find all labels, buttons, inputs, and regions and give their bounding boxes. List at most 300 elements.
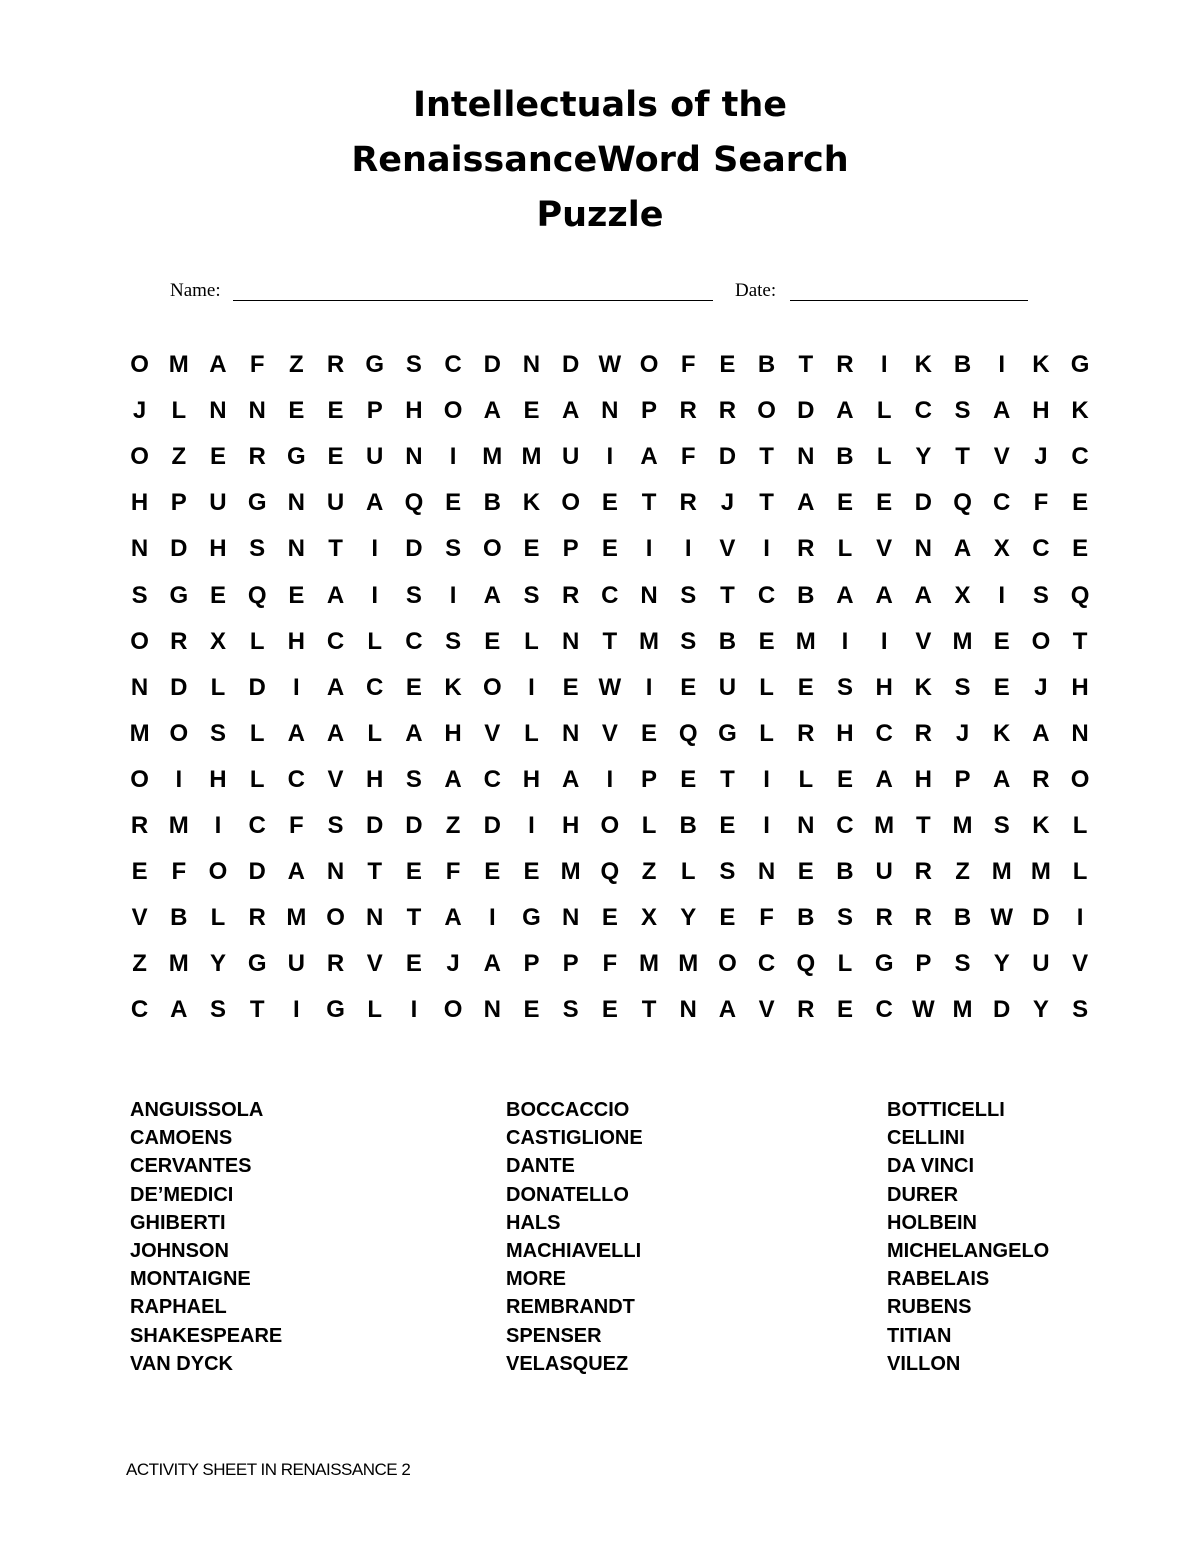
grid-letter[interactable]: S [445, 627, 462, 655]
grid-letter[interactable]: C [287, 765, 306, 793]
grid-letter[interactable]: I [293, 673, 300, 701]
grid-letter[interactable]: N [248, 397, 266, 425]
grid-letter[interactable]: S [131, 581, 148, 609]
grid-letter[interactable]: U [366, 443, 384, 471]
grid-letter[interactable]: L [759, 673, 774, 701]
grid-letter[interactable]: Y [1032, 996, 1049, 1024]
grid-letter[interactable]: G [718, 719, 737, 747]
date-blank[interactable] [790, 280, 1028, 301]
grid-letter[interactable]: E [680, 765, 697, 793]
grid-letter[interactable]: E [327, 397, 344, 425]
grid-letter[interactable]: I [880, 351, 888, 379]
grid-letter[interactable]: E [288, 581, 305, 609]
grid-letter[interactable]: A [640, 443, 658, 471]
grid-letter[interactable]: E [601, 996, 618, 1024]
grid-letter[interactable]: E [1072, 489, 1089, 517]
grid-letter[interactable]: G [522, 904, 541, 932]
grid-letter[interactable]: H [287, 627, 306, 655]
grid-letter[interactable]: Z [641, 858, 657, 886]
grid-letter[interactable]: G [874, 950, 894, 978]
grid-letter[interactable]: C [993, 489, 1011, 517]
grid-letter[interactable]: P [641, 765, 658, 793]
grid-letter[interactable]: C [757, 581, 776, 609]
grid-letter[interactable]: D [405, 535, 423, 563]
grid-letter[interactable]: K [1032, 811, 1050, 839]
grid-letter[interactable]: N [679, 996, 697, 1024]
grid-letter[interactable]: B [797, 581, 815, 609]
grid-letter[interactable]: O [600, 811, 620, 839]
grid-letter[interactable]: R [248, 904, 266, 932]
grid-letter[interactable]: Y [993, 950, 1010, 978]
grid-letter[interactable]: A [797, 489, 815, 517]
grid-letter[interactable]: C [875, 719, 893, 747]
grid-letter[interactable]: E [288, 397, 305, 425]
grid-letter[interactable]: A [561, 765, 580, 793]
grid-letter[interactable]: B [718, 627, 737, 655]
grid-letter[interactable]: A [209, 351, 227, 379]
grid-letter[interactable]: N [287, 489, 306, 517]
grid-letter[interactable]: S [445, 535, 462, 563]
grid-letter[interactable]: I [371, 581, 379, 609]
grid-letter[interactable]: R [875, 904, 893, 932]
grid-letter[interactable]: O [169, 719, 189, 747]
grid-letter[interactable]: E [484, 627, 501, 655]
grid-letter[interactable]: S [209, 996, 226, 1024]
grid-letter[interactable]: E [836, 489, 853, 517]
grid-letter[interactable]: A [875, 765, 893, 793]
grid-letter[interactable]: O [1031, 627, 1051, 655]
grid-letter[interactable]: R [326, 351, 345, 379]
grid-letter[interactable]: D [170, 535, 188, 563]
grid-letter[interactable]: S [836, 904, 853, 932]
grid-letter[interactable]: F [680, 443, 696, 471]
grid-letter[interactable]: A [326, 581, 345, 609]
grid-letter[interactable]: N [914, 535, 933, 563]
grid-letter[interactable]: P [641, 397, 658, 425]
grid-letter[interactable]: H [1071, 673, 1089, 701]
grid-letter[interactable]: E [523, 858, 540, 886]
grid-letter[interactable]: O [443, 996, 463, 1024]
grid-letter[interactable]: B [170, 904, 188, 932]
grid-letter[interactable]: V [876, 535, 893, 563]
grid-letter[interactable]: E [641, 719, 658, 747]
grid-letter[interactable]: Z [289, 351, 304, 379]
grid-letter[interactable]: P [562, 950, 579, 978]
grid-letter[interactable]: L [837, 535, 853, 563]
grid-letter[interactable]: E [484, 858, 501, 886]
grid-letter[interactable]: S [954, 950, 971, 978]
grid-letter[interactable]: W [598, 673, 622, 701]
grid-letter[interactable]: N [1071, 719, 1089, 747]
grid-letter[interactable]: L [249, 627, 265, 655]
grid-letter[interactable]: M [952, 811, 973, 839]
grid-letter[interactable]: I [998, 581, 1006, 609]
grid-letter[interactable]: G [169, 581, 189, 609]
grid-letter[interactable]: V [601, 719, 618, 747]
grid-letter[interactable]: D [914, 489, 933, 517]
grid-letter[interactable]: P [562, 535, 579, 563]
grid-letter[interactable]: V [131, 904, 148, 932]
grid-letter[interactable]: A [170, 996, 188, 1024]
grid-letter[interactable]: O [443, 397, 463, 425]
grid-letter[interactable]: O [482, 673, 502, 701]
grid-letter[interactable]: D [248, 673, 266, 701]
grid-letter[interactable]: T [955, 443, 970, 471]
grid-letter[interactable]: K [914, 351, 933, 379]
grid-letter[interactable]: T [720, 765, 735, 793]
grid-letter[interactable]: M [639, 950, 660, 978]
grid-letter[interactable]: M [129, 719, 150, 747]
grid-letter[interactable]: S [523, 581, 540, 609]
grid-letter[interactable]: C [601, 581, 619, 609]
grid-letter[interactable]: T [759, 443, 774, 471]
grid-letter[interactable]: E [797, 673, 814, 701]
grid-letter[interactable]: T [328, 535, 343, 563]
grid-letter[interactable]: T [1072, 627, 1088, 655]
grid-letter[interactable]: H [405, 397, 423, 425]
grid-letter[interactable]: Z [132, 950, 147, 978]
grid-letter[interactable]: A [483, 950, 501, 978]
grid-letter[interactable]: A [326, 673, 345, 701]
grid-letter[interactable]: N [287, 535, 306, 563]
grid-letter[interactable]: M [286, 904, 307, 932]
grid-letter[interactable]: S [954, 673, 971, 701]
grid-letter[interactable]: I [684, 535, 692, 563]
grid-letter[interactable]: D [170, 673, 188, 701]
grid-letter[interactable]: E [601, 535, 618, 563]
grid-letter[interactable]: E [327, 443, 344, 471]
grid-letter[interactable]: O [1070, 765, 1090, 793]
grid-letter[interactable]: S [249, 535, 266, 563]
grid-letter[interactable]: C [444, 351, 462, 379]
grid-letter[interactable]: N [757, 858, 776, 886]
grid-letter[interactable]: A [875, 581, 893, 609]
grid-letter[interactable]: Y [680, 904, 697, 932]
grid-letter[interactable]: I [214, 811, 222, 839]
grid-letter[interactable]: V [993, 443, 1010, 471]
grid-letter[interactable]: G [326, 996, 345, 1024]
grid-letter[interactable]: E [836, 996, 853, 1024]
grid-letter[interactable]: H [209, 765, 227, 793]
grid-letter[interactable]: S [327, 811, 344, 839]
grid-letter[interactable]: A [287, 858, 306, 886]
grid-letter[interactable]: J [720, 489, 735, 517]
grid-letter[interactable]: H [875, 673, 893, 701]
grid-letter[interactable]: U [561, 443, 580, 471]
grid-letter[interactable]: L [367, 719, 383, 747]
grid-letter[interactable]: N [601, 397, 619, 425]
grid-letter[interactable]: O [718, 950, 737, 978]
grid-letter[interactable]: O [130, 351, 149, 379]
grid-letter[interactable]: Q [796, 950, 816, 978]
grid-letter[interactable]: R [914, 904, 933, 932]
grid-letter[interactable]: S [209, 719, 226, 747]
grid-letter[interactable]: I [880, 627, 888, 655]
grid-letter[interactable]: N [326, 858, 345, 886]
grid-letter[interactable]: M [1030, 858, 1051, 886]
grid-letter[interactable]: F [680, 351, 696, 379]
grid-letter[interactable]: S [719, 858, 736, 886]
grid-letter[interactable]: H [130, 489, 149, 517]
grid-letter[interactable]: M [521, 443, 542, 471]
grid-letter[interactable]: V [758, 996, 775, 1024]
grid-letter[interactable]: L [1072, 811, 1088, 839]
grid-letter[interactable]: E [680, 673, 697, 701]
grid-letter[interactable]: X [993, 535, 1010, 563]
grid-letter[interactable]: L [798, 765, 814, 793]
grid-letter[interactable]: T [641, 489, 657, 517]
grid-letter[interactable]: N [483, 996, 501, 1024]
grid-letter[interactable]: R [248, 443, 266, 471]
grid-letter[interactable]: L [876, 397, 892, 425]
grid-letter[interactable]: J [1034, 673, 1048, 701]
grid-letter[interactable]: E [993, 627, 1010, 655]
grid-letter[interactable]: C [326, 627, 345, 655]
grid-letter[interactable]: D [483, 811, 501, 839]
grid-letter[interactable]: I [410, 996, 418, 1024]
grid-letter[interactable]: R [914, 858, 933, 886]
grid-letter[interactable]: M [168, 811, 189, 839]
grid-letter[interactable]: O [639, 351, 659, 379]
grid-letter[interactable]: E [405, 673, 422, 701]
grid-letter[interactable]: O [757, 397, 776, 425]
grid-letter[interactable]: U [1032, 950, 1050, 978]
grid-letter[interactable]: B [483, 489, 501, 517]
grid-letter[interactable]: A [444, 765, 462, 793]
grid-letter[interactable]: F [445, 858, 461, 886]
grid-letter[interactable]: A [993, 765, 1011, 793]
grid-letter[interactable]: F [759, 904, 774, 932]
grid-letter[interactable]: R [561, 581, 580, 609]
grid-letter[interactable]: C [1071, 443, 1089, 471]
grid-letter[interactable]: D [561, 351, 580, 379]
grid-letter[interactable]: D [797, 397, 815, 425]
grid-letter[interactable]: N [640, 581, 658, 609]
grid-letter[interactable]: I [645, 673, 653, 701]
grid-letter[interactable]: S [405, 351, 422, 379]
grid-letter[interactable]: I [841, 627, 849, 655]
grid-letter[interactable]: H [836, 719, 854, 747]
grid-letter[interactable]: R [797, 719, 815, 747]
grid-letter[interactable]: M [168, 950, 189, 978]
grid-letter[interactable]: V [1072, 950, 1089, 978]
grid-letter[interactable]: T [602, 627, 618, 655]
grid-letter[interactable]: U [287, 950, 306, 978]
grid-letter[interactable]: H [914, 765, 933, 793]
grid-letter[interactable]: S [1072, 996, 1089, 1024]
grid-letter[interactable]: B [679, 811, 697, 839]
grid-letter[interactable]: X [954, 581, 971, 609]
grid-letter[interactable]: L [367, 627, 383, 655]
grid-letter[interactable]: I [528, 811, 535, 839]
grid-letter[interactable]: R [1032, 765, 1050, 793]
grid-letter[interactable]: J [1034, 443, 1048, 471]
grid-letter[interactable]: B [953, 904, 972, 932]
grid-letter[interactable]: P [170, 489, 187, 517]
grid-letter[interactable]: C [405, 627, 423, 655]
grid-letter[interactable]: O [482, 535, 502, 563]
grid-letter[interactable]: B [797, 904, 815, 932]
grid-letter[interactable]: R [797, 996, 815, 1024]
grid-letter[interactable]: K [993, 719, 1011, 747]
grid-letter[interactable]: S [680, 627, 697, 655]
grid-letter[interactable]: W [990, 904, 1014, 932]
grid-letter[interactable]: I [763, 535, 770, 563]
grid-letter[interactable]: A [836, 397, 854, 425]
grid-letter[interactable]: S [993, 811, 1010, 839]
grid-letter[interactable]: M [560, 858, 581, 886]
grid-letter[interactable]: S [405, 581, 422, 609]
grid-letter[interactable]: R [679, 397, 697, 425]
grid-letter[interactable]: N [561, 719, 580, 747]
grid-letter[interactable]: L [680, 858, 696, 886]
grid-letter[interactable]: I [449, 581, 457, 609]
grid-letter[interactable]: A [366, 489, 384, 517]
grid-letter[interactable]: D [366, 811, 384, 839]
grid-letter[interactable]: E [719, 811, 736, 839]
grid-letter[interactable]: L [524, 627, 539, 655]
grid-letter[interactable]: P [915, 950, 932, 978]
grid-letter[interactable]: K [444, 673, 462, 701]
grid-letter[interactable]: A [914, 581, 933, 609]
grid-letter[interactable]: I [763, 811, 770, 839]
grid-letter[interactable]: A [561, 397, 580, 425]
grid-letter[interactable]: W [912, 996, 935, 1024]
grid-letter[interactable]: A [953, 535, 972, 563]
grid-letter[interactable]: V [484, 719, 501, 747]
grid-letter[interactable]: E [719, 904, 736, 932]
grid-letter[interactable]: I [763, 765, 770, 793]
grid-letter[interactable]: W [598, 351, 622, 379]
grid-letter[interactable]: B [757, 351, 776, 379]
grid-letter[interactable]: Q [600, 858, 620, 886]
grid-letter[interactable]: H [366, 765, 384, 793]
grid-letter[interactable]: L [524, 719, 539, 747]
grid-letter[interactable]: D [718, 443, 737, 471]
grid-letter[interactable]: E [523, 397, 540, 425]
grid-letter[interactable]: T [367, 858, 383, 886]
grid-letter[interactable]: T [798, 351, 814, 379]
grid-letter[interactable]: P [366, 397, 383, 425]
grid-letter[interactable]: D [248, 858, 266, 886]
grid-letter[interactable]: M [678, 950, 699, 978]
grid-letter[interactable]: R [170, 627, 188, 655]
grid-letter[interactable]: U [209, 489, 227, 517]
grid-letter[interactable]: A [405, 719, 423, 747]
grid-letter[interactable]: C [875, 996, 893, 1024]
grid-letter[interactable]: Q [953, 489, 972, 517]
grid-letter[interactable]: R [326, 950, 345, 978]
grid-letter[interactable]: Y [915, 443, 932, 471]
grid-letter[interactable]: L [1072, 858, 1088, 886]
grid-letter[interactable]: H [209, 535, 227, 563]
grid-letter[interactable]: N [209, 397, 227, 425]
grid-letter[interactable]: Q [678, 719, 698, 747]
grid-letter[interactable]: A [287, 719, 306, 747]
grid-letter[interactable]: U [875, 858, 893, 886]
grid-letter[interactable]: I [371, 535, 379, 563]
grid-letter[interactable]: K [1032, 351, 1050, 379]
grid-letter[interactable]: R [836, 351, 854, 379]
grid-letter[interactable]: I [449, 443, 457, 471]
grid-letter[interactable]: D [405, 811, 423, 839]
grid-letter[interactable]: B [953, 351, 972, 379]
grid-letter[interactable]: I [998, 351, 1006, 379]
grid-letter[interactable]: O [561, 489, 580, 517]
grid-letter[interactable]: U [326, 489, 345, 517]
grid-letter[interactable]: L [837, 950, 853, 978]
grid-letter[interactable]: Z [445, 811, 461, 839]
grid-letter[interactable]: A [444, 904, 462, 932]
grid-letter[interactable]: L [759, 719, 774, 747]
grid-letter[interactable]: C [757, 950, 776, 978]
grid-letter[interactable]: N [561, 627, 580, 655]
grid-letter[interactable]: E [405, 858, 422, 886]
name-blank[interactable] [233, 280, 713, 301]
grid-letter[interactable]: E [209, 443, 226, 471]
grid-letter[interactable]: G [287, 443, 306, 471]
grid-letter[interactable]: B [836, 443, 854, 471]
grid-letter[interactable]: V [327, 765, 344, 793]
grid-letter[interactable]: J [446, 950, 460, 978]
grid-letter[interactable]: L [249, 719, 265, 747]
grid-letter[interactable]: O [130, 765, 149, 793]
grid-letter[interactable]: E [131, 858, 148, 886]
grid-letter[interactable]: E [836, 765, 853, 793]
grid-letter[interactable]: R [718, 397, 737, 425]
grid-letter[interactable]: N [405, 443, 423, 471]
grid-letter[interactable]: C [483, 765, 501, 793]
grid-letter[interactable]: F [602, 950, 618, 978]
grid-letter[interactable]: E [562, 673, 579, 701]
grid-letter[interactable]: E [523, 535, 540, 563]
grid-letter[interactable]: T [406, 904, 422, 932]
grid-letter[interactable]: I [606, 443, 614, 471]
grid-letter[interactable]: H [1032, 397, 1050, 425]
grid-letter[interactable]: A [993, 397, 1011, 425]
grid-letter[interactable]: R [679, 489, 697, 517]
grid-letter[interactable]: L [210, 904, 226, 932]
grid-letter[interactable]: I [1076, 904, 1084, 932]
grid-letter[interactable]: N [561, 904, 580, 932]
grid-letter[interactable]: K [1071, 397, 1089, 425]
grid-letter[interactable]: N [797, 811, 815, 839]
grid-letter[interactable]: G [247, 489, 267, 517]
grid-letter[interactable]: S [1032, 581, 1049, 609]
grid-letter[interactable]: M [874, 811, 895, 839]
grid-letter[interactable]: C [130, 996, 149, 1024]
grid-letter[interactable]: M [991, 858, 1012, 886]
grid-letter[interactable]: F [289, 811, 304, 839]
grid-letter[interactable]: X [641, 904, 658, 932]
grid-letter[interactable]: I [293, 996, 300, 1024]
grid-letter[interactable]: V [719, 535, 736, 563]
grid-letter[interactable]: A [718, 996, 737, 1024]
grid-letter[interactable]: X [209, 627, 226, 655]
grid-letter[interactable]: N [130, 673, 149, 701]
grid-letter[interactable]: P [954, 765, 971, 793]
grid-letter[interactable]: N [130, 535, 149, 563]
grid-letter[interactable]: B [836, 858, 854, 886]
grid-letter[interactable]: E [993, 673, 1010, 701]
grid-letter[interactable]: M [168, 351, 189, 379]
grid-letter[interactable]: I [175, 765, 183, 793]
grid-letter[interactable]: L [210, 673, 226, 701]
grid-letter[interactable]: U [718, 673, 737, 701]
grid-letter[interactable]: K [522, 489, 541, 517]
grid-letter[interactable]: E [1072, 535, 1089, 563]
grid-letter[interactable]: D [993, 996, 1011, 1024]
